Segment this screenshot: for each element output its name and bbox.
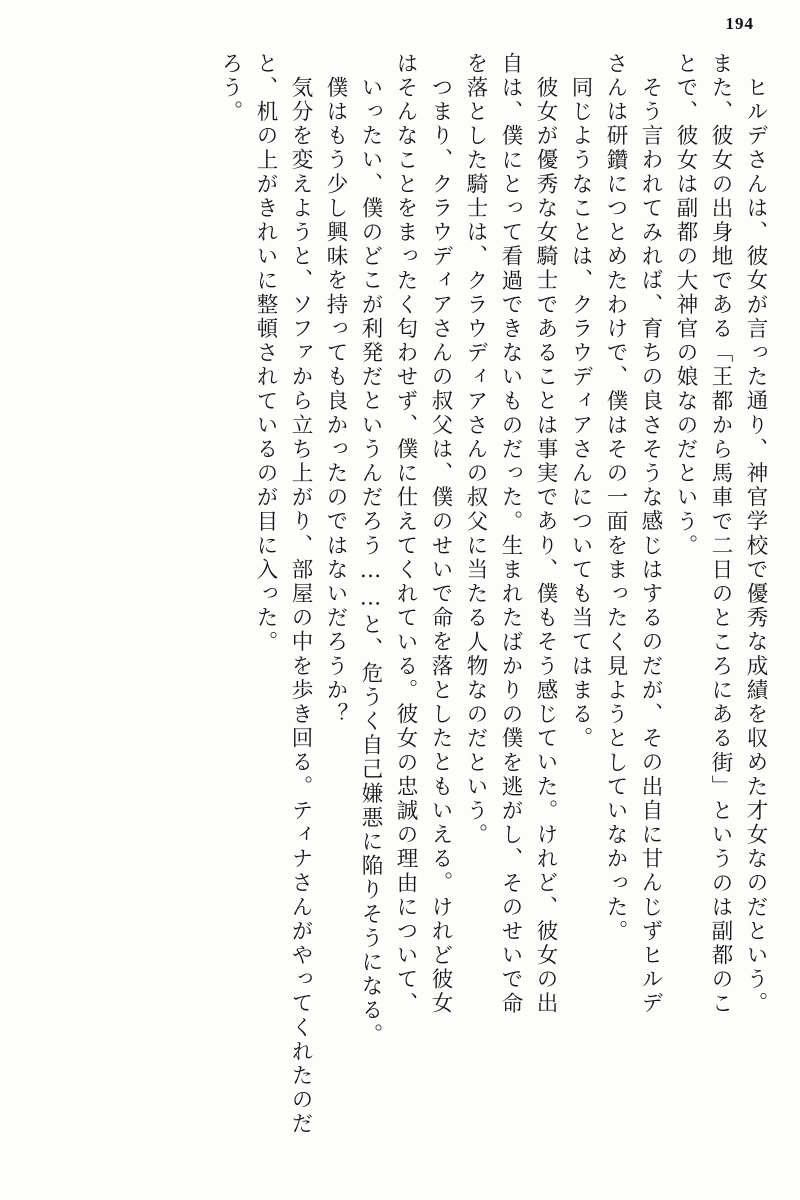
text-line: つまり、クラウディアさんの叔父は、僕のせいで命を落としたともいえる。けれど彼女 bbox=[428, 76, 453, 1016]
text-line: ろう。 bbox=[218, 52, 243, 125]
text-line: 僕はもう少し興味を持っても良かったのではないだろうか？ bbox=[323, 76, 348, 727]
vertical-text-body bbox=[26, 52, 766, 1186]
text-line: いったい、僕のどこが利発だというんだろう……と、危うく自己嫌悪に陥りそうになる。 bbox=[358, 76, 383, 1047]
text-line: ヒルデさんは、彼女が言った通り、神官学校で優秀な成績を収めた才女なのだという。 bbox=[743, 76, 768, 1016]
text-line: と、机の上がきれいに整頓されているのが目に入った。 bbox=[253, 52, 278, 655]
text-line: また、彼女の出身地である「王都から馬車で二日のところにある街」というのは副都のこ bbox=[708, 52, 733, 1016]
text-line: 同じようなことは、クラウディアさんについても当てはまる。 bbox=[568, 76, 593, 751]
text-line: はそんなことをまったく匂わせず、僕に仕えてくれている。彼女の忠誠の理由について、 bbox=[393, 52, 418, 1016]
text-line: 彼女が優秀な女騎士であることは事実であり、僕もそう感じていた。けれど、彼女の出 bbox=[533, 76, 558, 1016]
text-line: 気分を変えようと、ソファから立ち上がり、部屋の中を歩き回る。ティナさんがやってくれたのだ bbox=[288, 76, 313, 1137]
text-line: そう言われてみれば、育ちの良さそうな感じはするのだが、その出自に甘んじずヒルデ bbox=[638, 76, 663, 1016]
page-number: 194 bbox=[725, 14, 754, 33]
text-line: さんは研鑽につとめたわけで、僕はその一面をまったく見ようとしていなかった。 bbox=[603, 52, 628, 944]
text-line: を落とした騎士は、クラウディアさんの叔父に当たる人物なのだという。 bbox=[463, 52, 488, 848]
text-line: とで、彼女は副都の大神官の娘なのだという。 bbox=[673, 52, 698, 559]
text-line: 自は、僕にとって看過できないものだった。生まれたばかりの僕を逃がし、そのせいで命 bbox=[498, 52, 523, 1016]
